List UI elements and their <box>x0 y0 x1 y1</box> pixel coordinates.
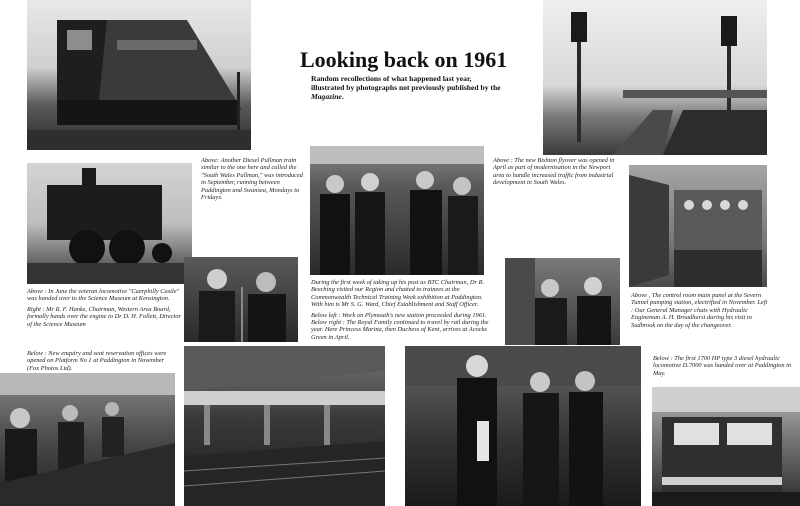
caption-control-room: Above , The control room main panel at the Severn Tunnel pumping station, electrified in November. Left : Our General Manager chats with Hydraulic Engineman A. H. Broadhurst during his visit to Sudbrook on the day of the changeover. <box>631 292 768 329</box>
broadhurst-photo <box>505 258 620 345</box>
caption-castle-handover <box>27 288 182 331</box>
caption-plymouth: Below left : Work on Plymouth's new station proceeded during 1961. Below right : The Royal Family continued to travel by rail during the year. Here Princess Marina, then Duchess of Kent, arrives at Acocks Green in April. <box>311 311 489 341</box>
caerphilly-castle-photo <box>27 163 192 284</box>
enquiry-office-photo <box>0 373 175 506</box>
caption-enquiry-office: Below : New enquiry and seat reservation offices were opened on Platform No 1 at Paddington in November (Fox Photos Ltd). <box>27 350 167 372</box>
hanks-follett-photo <box>184 257 298 342</box>
page-subtitle: Random recollections of what happened last year, illustrated by photographs not previously published by the Magazine. <box>311 74 501 101</box>
caption-beeching: During the first week of taking up his post as BTC Chairman, Dr R. Beeching visited our Region and chatted to trainees at the Commonwealth Technical Training Week exhibition at Paddington. With him is Mr S. G. Ward, Chief Establishment and Staff Officer. <box>311 279 485 309</box>
caption-flyover: Above : The new Bishton flyover was opened in April as part of modernisation in the Newport area to handle increased traffic from industrial development in South Wales. <box>493 157 615 187</box>
pullman-train-photo <box>27 0 251 150</box>
signals-flyover-photo <box>543 0 767 155</box>
princess-marina-photo <box>405 346 641 506</box>
control-room-photo <box>629 165 767 287</box>
beeching-visit-photo <box>310 146 484 275</box>
caption-hanks: Right : Mr R. F. Hanks, Chairman, Western Area Board, formally hands over the engine to Dr D. H. Follett, Director of the Science Museum <box>27 305 182 328</box>
plymouth-station-photo <box>184 346 385 506</box>
caption-castle: Above : In June the veteran locomotive "Caerphilly Castle" was handed over to the Science Museum at Kensington. <box>27 288 180 303</box>
caption-d7000: Below : The first 1700 HP type 3 diesel hydraulic locomotive D.7000 was handed over at Paddington in May. <box>653 355 792 377</box>
caption-pullman: Above: Another Diesel Pullman train similar to the one here and called the "South Wales Pullman," was introduced in September, running between Paddington and Swansea, Mondays to Fridays. <box>201 157 303 202</box>
page-title: Looking back on 1961 <box>300 47 508 72</box>
caption-beeching-plymouth <box>311 279 491 344</box>
d7000-locomotive-photo <box>652 387 800 506</box>
